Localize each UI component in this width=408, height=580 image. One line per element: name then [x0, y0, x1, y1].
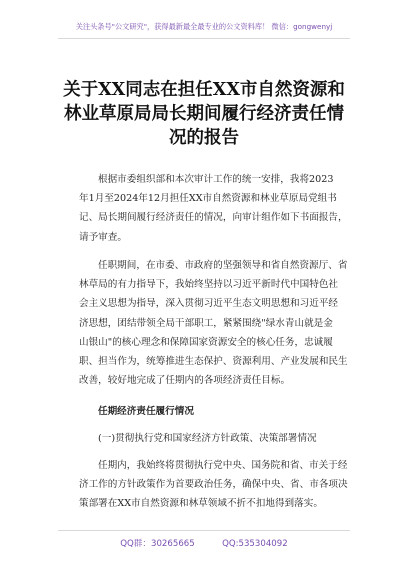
paragraph-tenure	[79, 256, 353, 390]
header-divider	[58, 38, 350, 39]
footer-qq: QQ:535304092	[222, 539, 288, 549]
text-line: 记、局长期间履行经济责任的情况，向审计组作如下书面报告，	[79, 212, 348, 224]
title-line: 况的报告	[169, 128, 239, 148]
page-header: 关注头条号"公文研究"，获得最新最全最专业的公文资料库！ 微信：gongwenyj	[75, 22, 333, 31]
text-line: 济思想，团结带领全局干部职工，紧紧围绕"绿水青山就是金	[79, 317, 333, 329]
footer-divider	[58, 530, 350, 531]
footer-qq-group: QQ群：30265665	[120, 539, 195, 549]
page-footer	[0, 537, 408, 549]
document-title	[42, 78, 366, 150]
title-line: 林业草原局局长期间履行经济责任情	[64, 104, 344, 124]
text-line: 策部署在XX市自然资源和林草领域不折不扣地得到落实。	[79, 498, 323, 510]
section-heading	[79, 402, 353, 421]
text-line: 会主义思想为指导，深入贯彻习近平生态文明思想和习近平经	[79, 298, 339, 310]
paragraph-intro	[79, 170, 353, 247]
text-line: 请予审查。	[79, 231, 127, 243]
text-line: 职、担当作为，统筹推进生态保护、资源利用、产业发展和民生	[79, 356, 348, 368]
heading-text: 任期经济责任履行情况	[98, 406, 194, 417]
text-line: 改善，较好地完成了任期内的各项经济责任目标。	[79, 375, 291, 387]
text-line: 任职期间，在市委、市政府的坚强领导和省自然资源厅、省	[98, 260, 348, 271]
text-line: 根据市委组织部和本次审计工作的统一安排，我将2023	[98, 174, 334, 185]
text-line: 山银山"的核心理念和保障国家资源安全的核心任务，忠诚履	[79, 336, 333, 348]
subheading-text: (一)贯彻执行党和国家经济方针政策、决策部署情况	[98, 433, 317, 444]
paragraph-policy	[79, 456, 353, 514]
text-line: 年1月至2024年12月担任XX市自然资源和林业草原局党组书	[79, 193, 337, 205]
text-line: 林草局的有力指导下，我始终坚持以习近平新时代中国特色社	[79, 279, 339, 291]
text-line: 济工作的方针政策作为首要政治任务，确保中央、省、市各项决	[79, 479, 348, 491]
text-line: 任期内，我始终将贯彻执行党中央、国务院和省、市关于经	[98, 460, 348, 471]
title-line: 关于XX同志在担任XX市自然资源和	[63, 80, 345, 100]
subsection-heading	[79, 429, 353, 448]
